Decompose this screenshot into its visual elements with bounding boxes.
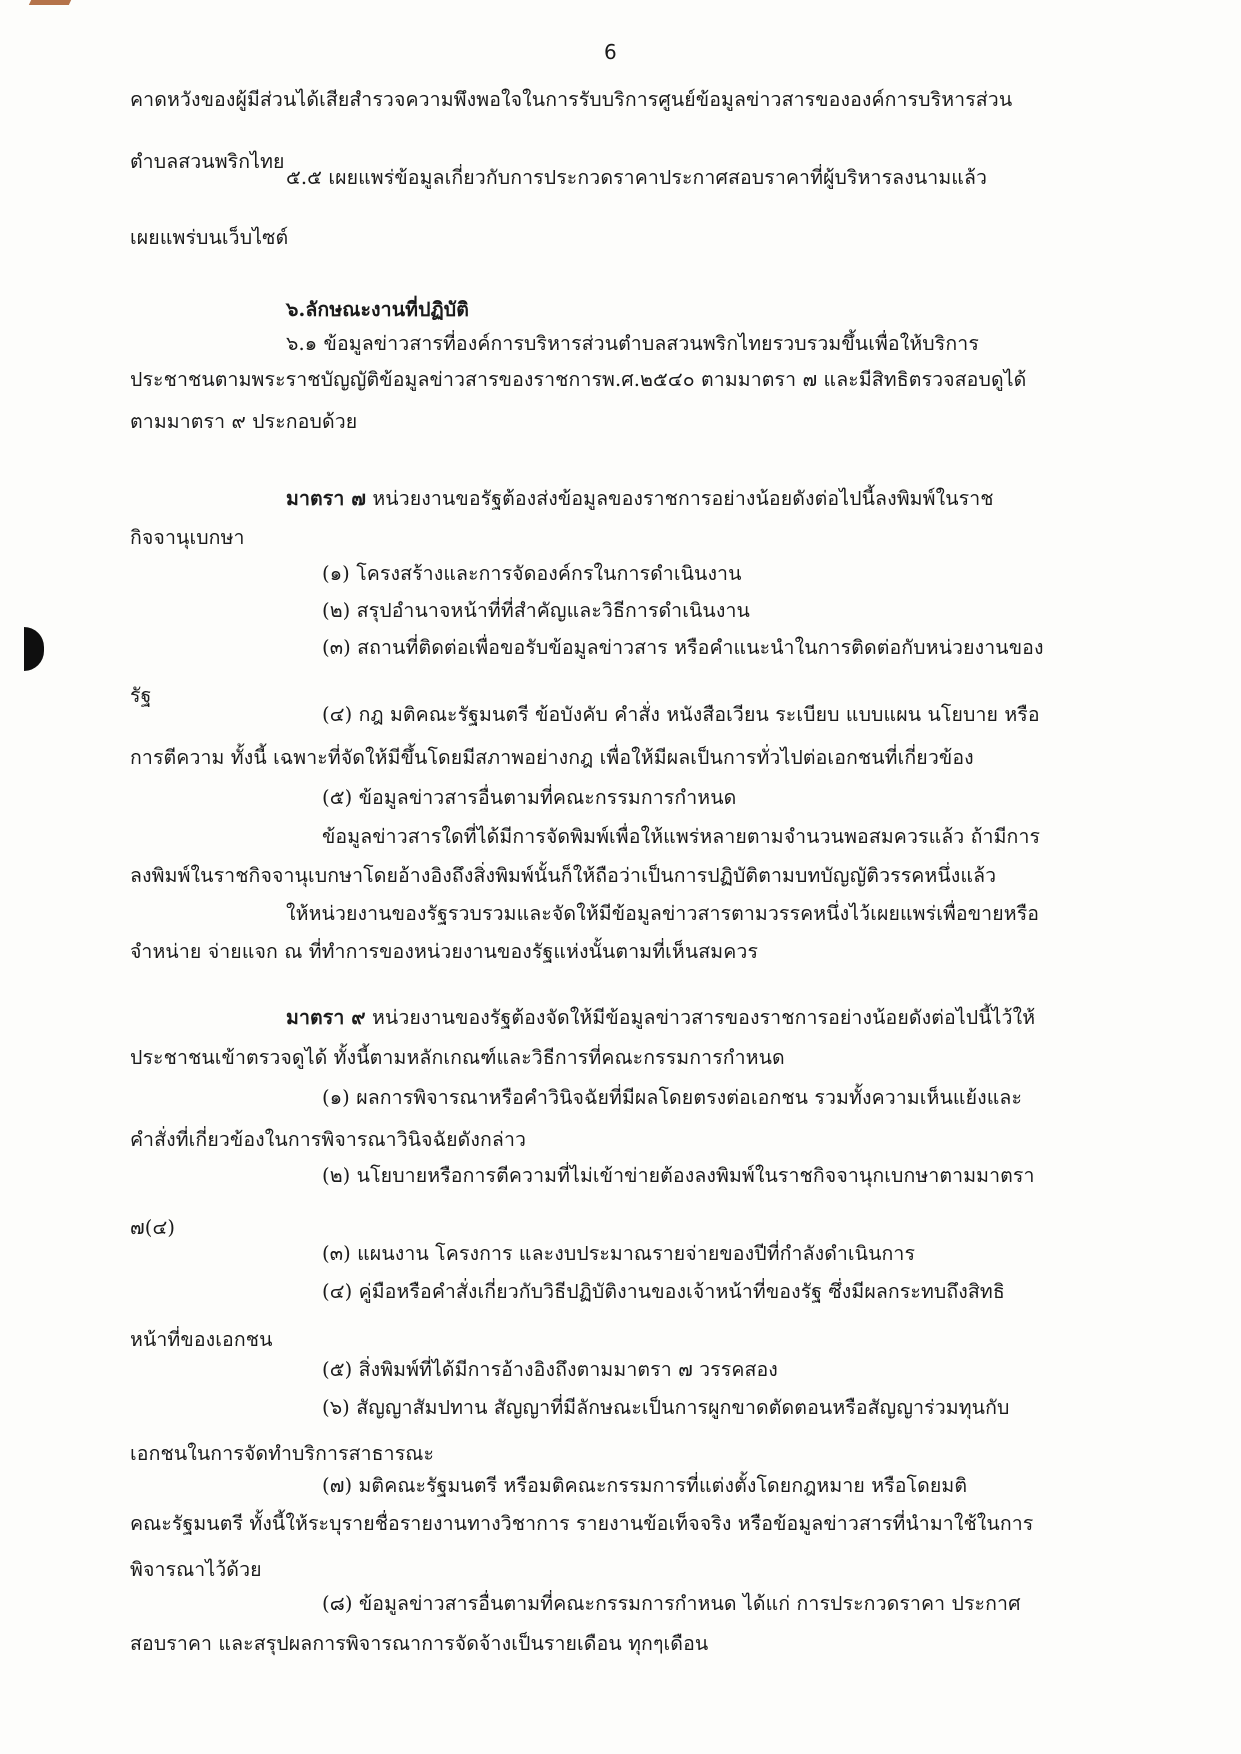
- list-item: (๘) ข้อมูลข่าวสารอื่นตามที่คณะกรรมการกำหนด ได้แก่ การประกวดราคา ประกาศ: [322, 1592, 1021, 1615]
- article-9-text: หน่วยงานของรัฐต้องจัดให้มีข้อมูลข่าวสารของราชการอย่างน้อยดังต่อไปนี้ไว้ให้: [365, 1006, 1036, 1029]
- article-9-label: มาตรา ๙: [286, 1006, 366, 1029]
- article-7-heading: [286, 485, 994, 513]
- list-item: (๔) กฎ มติคณะรัฐมนตรี ข้อบังคับ คำสั่ง หนังสือเวียน ระเบียบ แบบแผน นโยบาย หรือ: [322, 703, 1040, 726]
- list-item: (๑) โครงสร้างและการจัดองค์กรในการดำเนินงาน: [322, 562, 742, 585]
- list-item: (๔) คู่มือหรือคำสั่งเกี่ยวกับวิธีปฏิบัติงานของเจ้าหน้าที่ของรัฐ ซึ่งมีผลกระทบถึงสิทธิ: [322, 1280, 1005, 1303]
- list-item: (๗) มติคณะรัฐมนตรี หรือมติคณะกรรมการที่แต่งตั้งโดยกฎหมาย หรือโดยมติ: [322, 1474, 968, 1497]
- scan-corner-mark: [29, 0, 71, 5]
- section-heading: ๖.ลักษณะงานที่ปฏิบัติ: [286, 298, 470, 321]
- punch-hole-mark: [24, 627, 44, 671]
- text-line: ตำบลสวนพริกไทย: [130, 150, 285, 173]
- text-line: ให้หน่วยงานของรัฐรวบรวมและจัดให้มีข้อมูลข่าวสารตามวรรคหนึ่งไว้เผยแพร่เพื่อขายหรือ: [286, 902, 1040, 925]
- text-line: ลงพิมพ์ในราชกิจจานุเบกษาโดยอ้างอิงถึงสิ่งพิมพ์นั้นก็ให้ถือว่าเป็นการปฏิบัติตามบทบัญญัติวรรคหนึ่งแล้ว: [130, 864, 997, 887]
- article-7-label: มาตรา ๗: [286, 487, 367, 510]
- text-line: ๗(๔): [130, 1216, 176, 1239]
- text-line: หน้าที่ของเอกชน: [130, 1328, 273, 1351]
- text-line: เผยแพร่บนเว็บไซต์: [130, 226, 289, 249]
- list-item: (๕) สิ่งพิมพ์ที่ได้มีการอ้างอิงถึงตามมาตรา ๗ วรรคสอง: [322, 1358, 778, 1381]
- list-item: (๒) สรุปอำนาจหน้าที่ที่สำคัญและวิธีการดำเนินงาน: [322, 599, 750, 622]
- page-number: 6: [604, 40, 617, 64]
- text-line: ๖.๑ ข้อมูลข่าวสารที่องค์การบริหารส่วนตำบลสวนพริกไทยรวบรวมขึ้นเพื่อให้บริการ: [286, 332, 979, 355]
- list-item: (๖) สัญญาสัมปทาน สัญญาที่มีลักษณะเป็นการผูกขาดตัดตอนหรือสัญญาร่วมทุนกับ: [322, 1396, 1010, 1419]
- text-line: ๕.๕ เผยแพร่ข้อมูลเกี่ยวกับการประกวดราคาประกาศสอบราคาที่ผู้บริหารลงนามแล้ว: [286, 166, 988, 189]
- text-line: สอบราคา และสรุปผลการพิจารณาการจัดจ้างเป็นรายเดือน ทุกๆเดือน: [130, 1632, 709, 1655]
- text-line: กิจจานุเบกษา: [130, 526, 245, 549]
- text-line: คณะรัฐมนตรี ทั้งนี้ให้ระบุรายชื่อรายงานทางวิชาการ รายงานข้อเท็จจริง หรือข้อมูลข่าวสารที่นำมาใช้ในการ: [130, 1512, 1034, 1535]
- text-line: ประชาชนเข้าตรวจดูได้ ทั้งนี้ตามหลักเกณฑ์และวิธีการที่คณะกรรมการกำหนด: [130, 1046, 785, 1069]
- text-line: ข้อมูลข่าวสารใดที่ได้มีการจัดพิมพ์เพื่อให้แพร่หลายตามจำนวนพอสมควรแล้ว ถ้ามีการ: [322, 825, 1041, 848]
- text-line: ประชาชนตามพระราชบัญญัติข้อมูลข่าวสารของราชการพ.ศ.๒๕๔๐ ตามมาตรา ๗ และมีสิทธิตรวจสอบดูได้: [130, 368, 1027, 391]
- list-item: (๑) ผลการพิจารณาหรือคำวินิจฉัยที่มีผลโดยตรงต่อเอกชน รวมทั้งความเห็นแย้งและ: [322, 1086, 1023, 1109]
- text-line: ตามมาตรา ๙ ประกอบด้วย: [130, 410, 358, 433]
- text-line: รัฐ: [130, 684, 152, 707]
- text-line: คาดหวังของผู้มีส่วนได้เสียสำรวจความพึงพอใจในการรับบริการศูนย์ข้อมูลข่าวสารขององค์การบริหารส่วน: [130, 88, 1013, 111]
- list-item: (๕) ข้อมูลข่าวสารอื่นตามที่คณะกรรมการกำหนด: [322, 786, 737, 809]
- list-item: (๒) นโยบายหรือการตีความที่ไม่เข้าข่ายต้องลงพิมพ์ในราชกิจจานุกเบกษาตามมาตรา: [322, 1164, 1035, 1187]
- article-9-heading: [286, 1004, 1035, 1032]
- text-line: การตีความ ทั้งนี้ เฉพาะที่จัดให้มีขึ้นโดยมีสภาพอย่างกฎ เพื่อให้มีผลเป็นการทั่วไปต่อเอกชนที่เกี่ยวข้อง: [130, 746, 974, 769]
- list-item: (๓) แผนงาน โครงการ และงบประมาณรายจ่ายของปีที่กำลังดำเนินการ: [322, 1242, 916, 1265]
- text-line: เอกชนในการจัดทำบริการสาธารณะ: [130, 1442, 435, 1465]
- text-line: จำหน่าย จ่ายแจก ณ ที่ทำการของหน่วยงานของรัฐแห่งนั้นตามที่เห็นสมควร: [130, 940, 759, 963]
- text-line: พิจารณาไว้ด้วย: [130, 1558, 262, 1581]
- text-line: คำสั่งที่เกี่ยวข้องในการพิจารณาวินิจฉัยดังกล่าว: [130, 1128, 527, 1151]
- list-item: (๓) สถานที่ติดต่อเพื่อขอรับข้อมูลข่าวสาร หรือคำแนะนำในการติดต่อกับหน่วยงานของ: [322, 636, 1044, 659]
- article-7-text: หน่วยงานขอรัฐต้องส่งข้อมูลของราชการอย่างน้อยดังต่อไปนี้ลงพิมพ์ในราช: [366, 487, 994, 510]
